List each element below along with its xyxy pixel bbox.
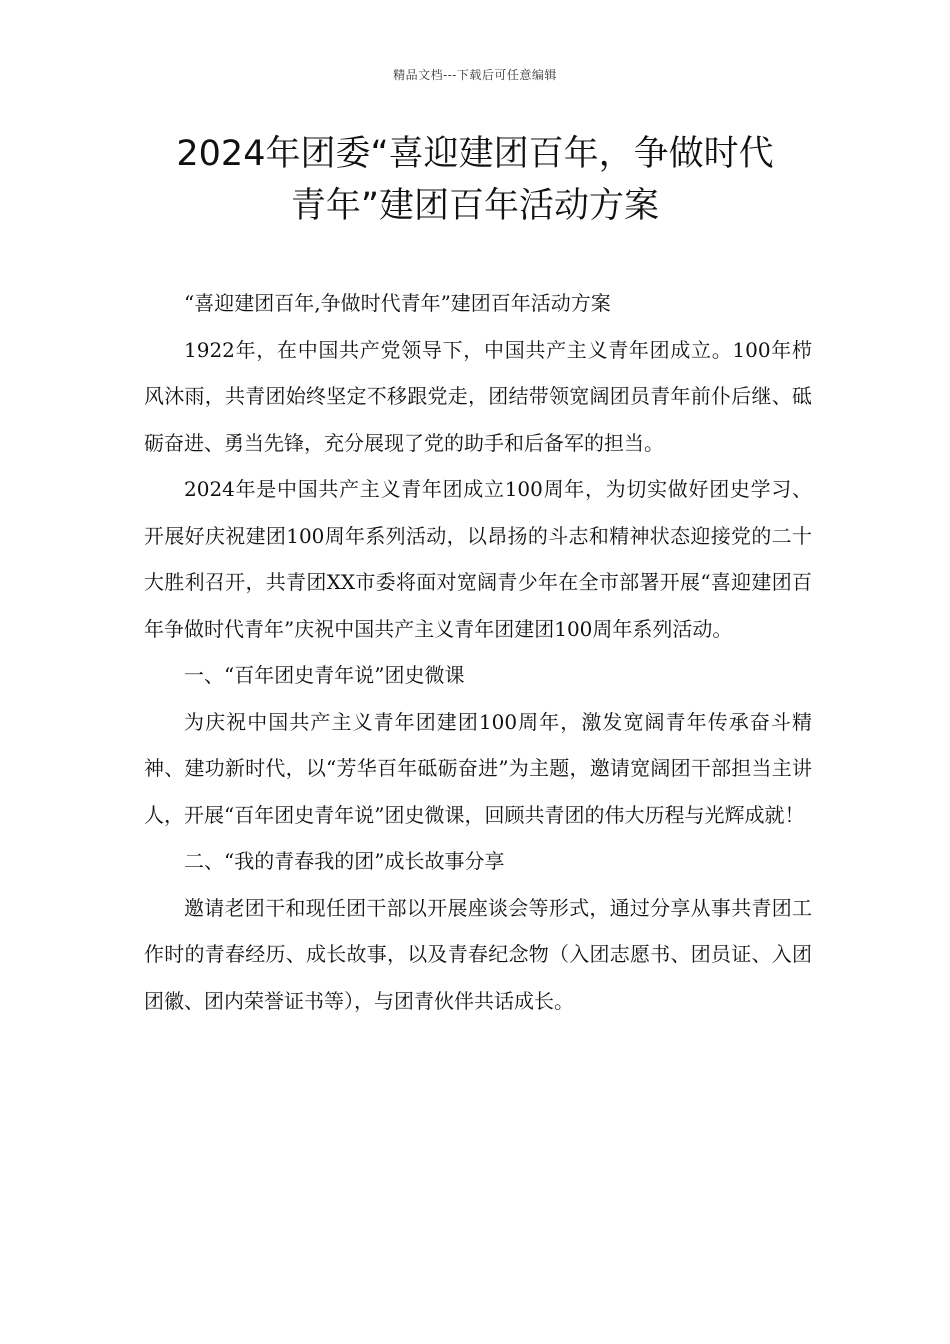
section-text-1: 为庆祝中国共产主义青年团建团100周年，激发宽阔青年传承奋斗精神、建功新时代，以“芳华百年砥砺奋进”为主题，邀请宽阔团干部担当主讲人，开展“百年团史青年说”团史微课，回顾共青团的伟大历程与光辉成就！ <box>144 709 812 827</box>
paragraph-background: 2024年是中国共产主义青年团成立100周年，为切实做好团史学习、开展好庆祝建团100周年系列活动，以昂扬的斗志和精神状态迎接党的二十大胜利召开，共青团XX市委将面对宽阔青少年在全市部署开展“喜迎建团百年争做时代青年”庆祝中国共产主义青年团建团100周年系列活动。 <box>144 477 812 641</box>
section-heading-1: 一、“百年团史青年说”团史微课 <box>184 663 465 687</box>
document-title <box>120 128 830 232</box>
title-line-2: 青年”建团百年活动方案 <box>290 186 660 226</box>
section-text-2: 邀请老团干和现任团干部以开展座谈会等形式，通过分享从事共青团工作时的青春经历、成长故事，以及青春纪念物（入团志愿书、团员证、入团团徽、团内荣誉证书等），与团青伙伴共话成长。 <box>144 895 812 1013</box>
document-body <box>144 280 812 1024</box>
body-subtitle: “喜迎建团百年,争做时代青年”建团百年活动方案 <box>184 291 611 315</box>
title-line-1: 2024年团委“喜迎建团百年，争做时代 <box>176 134 774 174</box>
page-header: 精品文档---下载后可任意编辑 <box>393 68 557 82</box>
paragraph-intro: 1922年，在中国共产党领导下，中国共产主义青年团成立。100年栉风沐雨，共青团始终坚定不移跟党走，团结带领宽阔团员青年前仆后继、砥砺奋进、勇当先锋，充分展现了党的助手和后备军的担当。 <box>144 337 812 455</box>
section-heading-2: 二、“我的青春我的团”成长故事分享 <box>184 849 505 873</box>
